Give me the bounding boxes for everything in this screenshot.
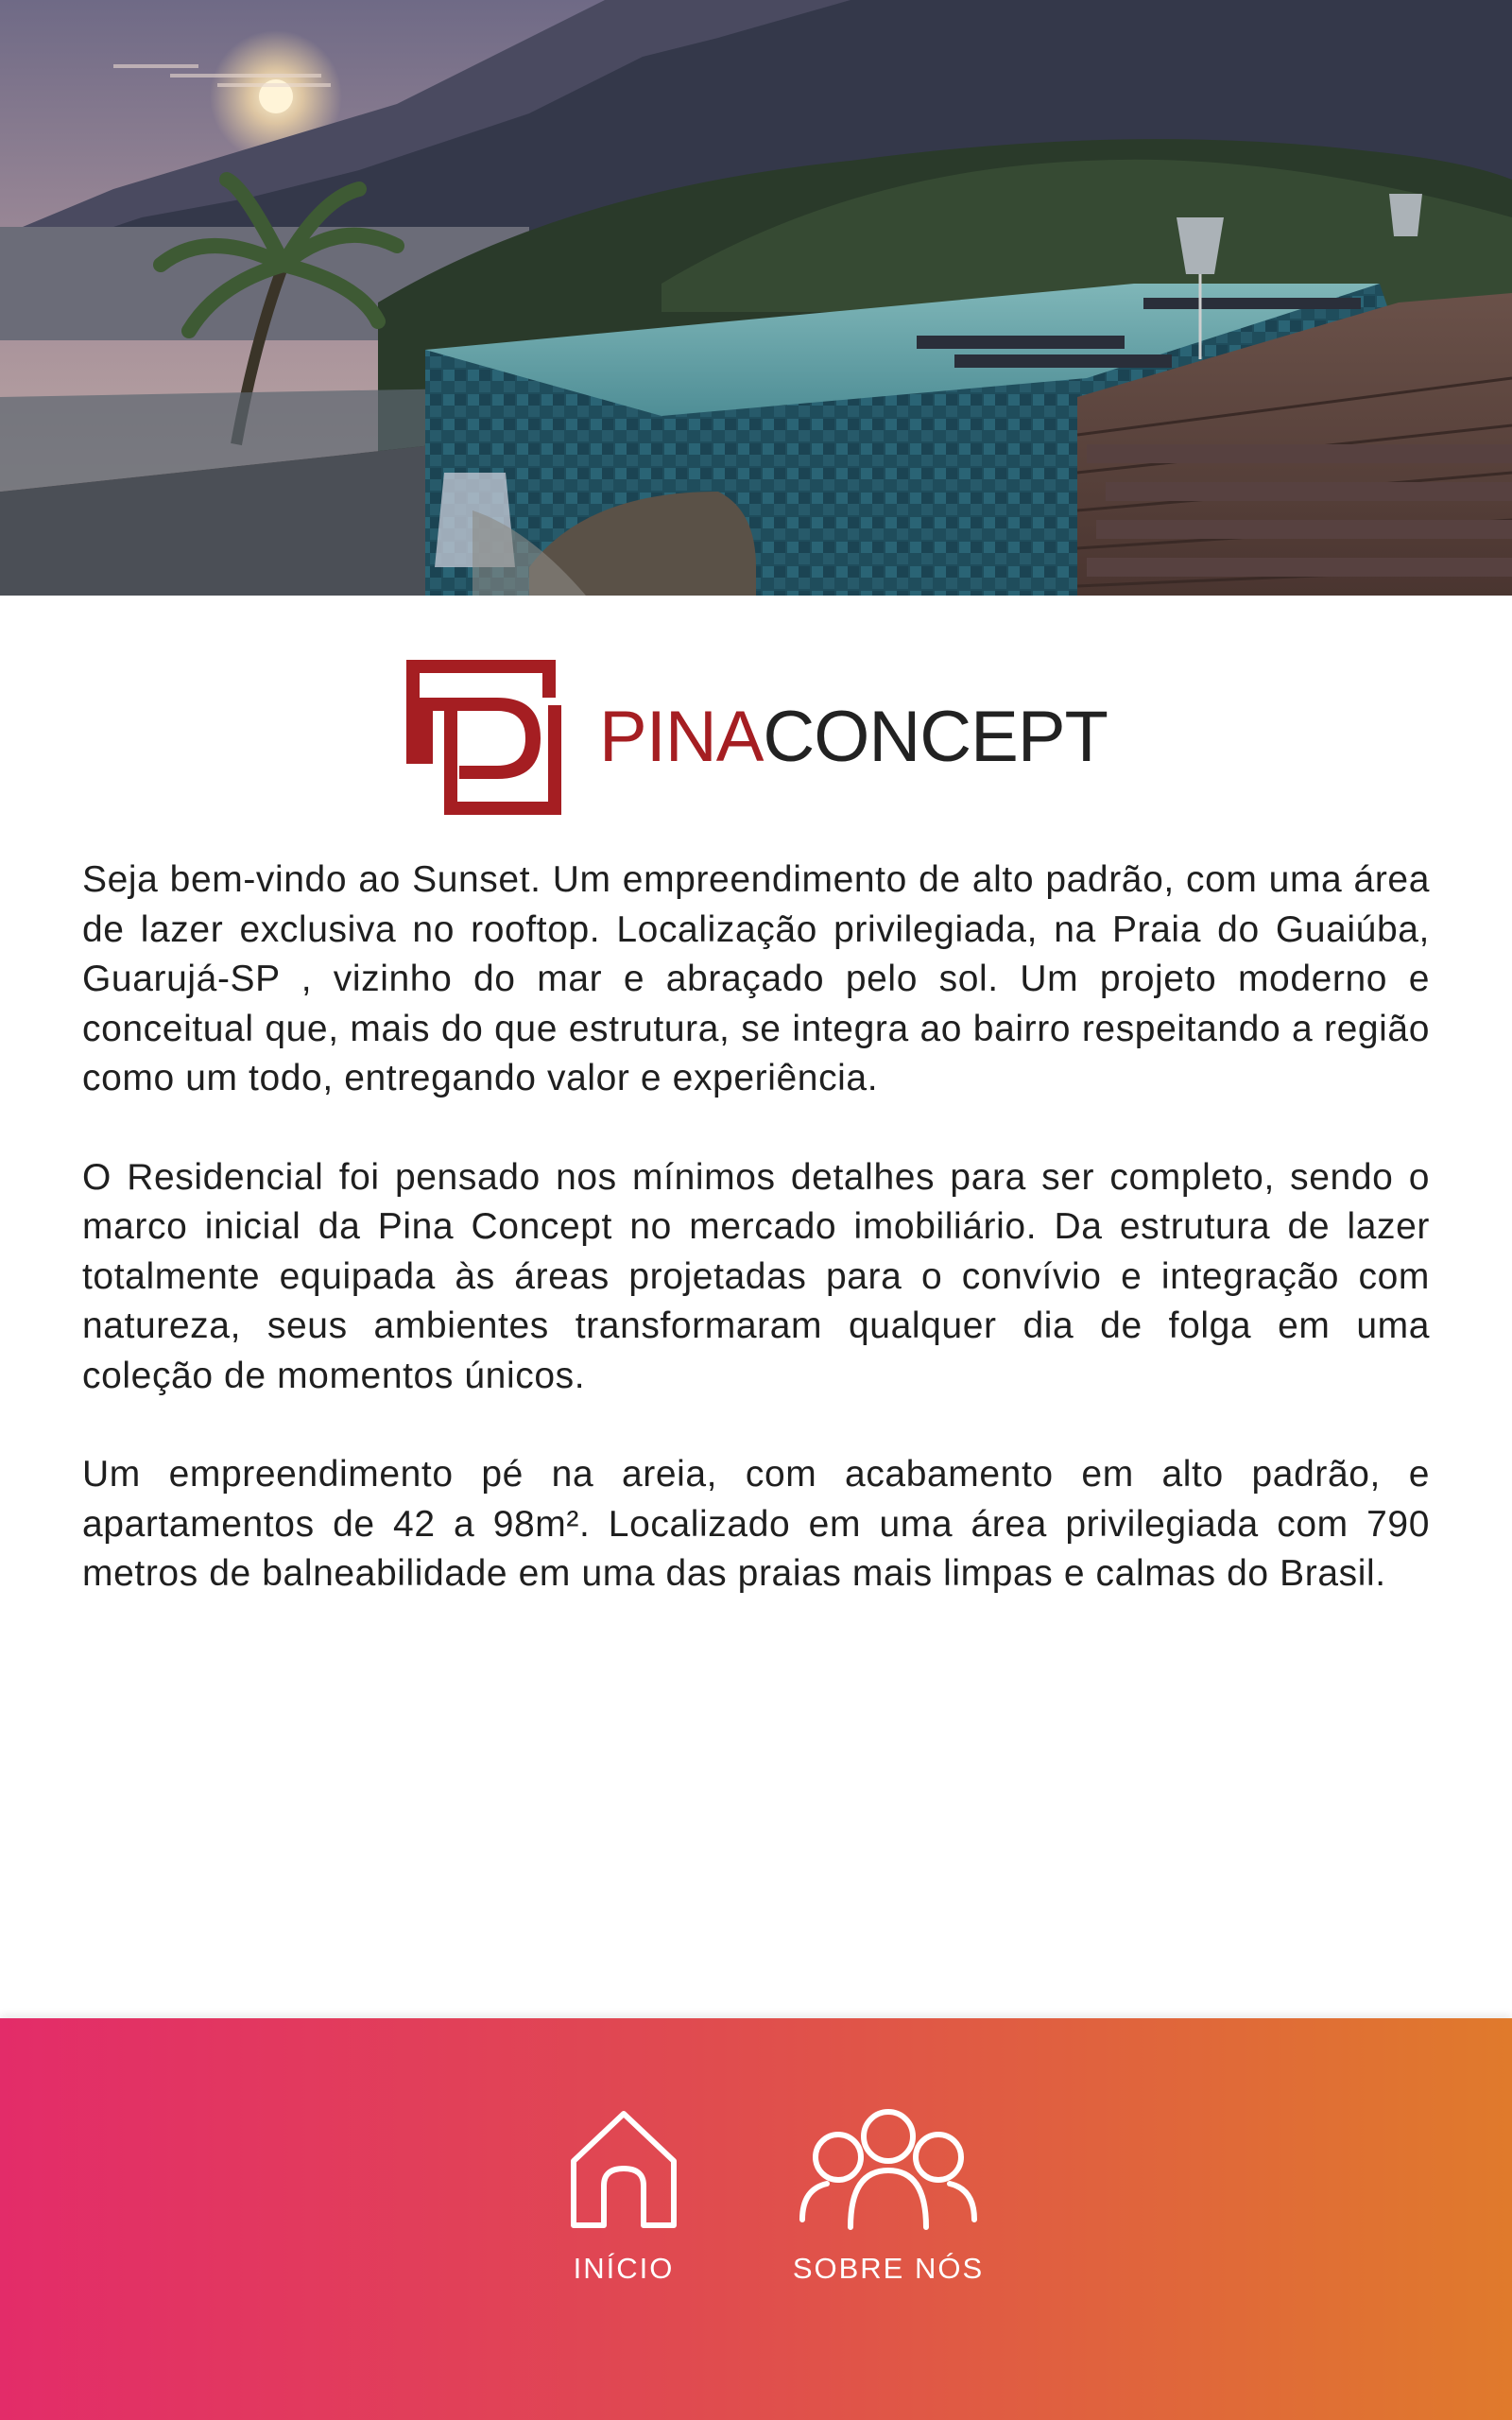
rooftop-pool-sunset-photo: [0, 0, 1512, 596]
home-icon: [566, 2108, 681, 2231]
pina-concept-logo-icon: [404, 658, 563, 817]
hero-image: [0, 0, 1512, 596]
brand-name-pina: PINA: [599, 697, 764, 777]
brand-logo: [0, 652, 1512, 822]
nav-about-button[interactable]: [770, 2108, 1006, 2286]
description-text: [82, 856, 1430, 1649]
brand-name-concept: CONCEPT: [763, 697, 1108, 777]
paragraph-intro: Seja bem-vindo ao Sunset. Um empreendimento de alto padrão, com uma área de lazer exclusiva no rooftop. Localização privilegiada, na Praia do Guaiúba, Guarujá-SP , vizinho do mar e abraçado pelo sol. Um projeto moderno e conceitual que, mais do que estrutura, se integra ao bairro respeitando a região como um todo, entregando valor e experiência.: [82, 859, 1430, 1098]
brand-name: [599, 697, 1108, 777]
nav-home-label: INÍCIO: [573, 2252, 675, 2285]
paragraph-residencial: O Residencial foi pensado nos mínimos detalhes para ser completo, sendo o marco inicial da Pina Concept no mercado imobiliário. Da estrutura de lazer totalmente equipada às áreas projetadas para o convívio e integração com natureza, seus ambientes transformaram qualquer dia de folga em uma coleção de momentos únicos.: [82, 1156, 1430, 1396]
paragraph-location: Um empreendimento pé na areia, com acabamento em alto padrão, e apartamentos de 42 a 98m². Localizado em uma área privilegiada com 790 metros de balneabilidade em uma das praias mais limpas e calmas do Brasil.: [82, 1454, 1430, 1594]
nav-about-label: SOBRE NÓS: [792, 2252, 985, 2285]
bottom-navigation: [0, 2018, 1512, 2420]
people-icon: [799, 2108, 978, 2231]
nav-home-button[interactable]: [548, 2108, 699, 2286]
